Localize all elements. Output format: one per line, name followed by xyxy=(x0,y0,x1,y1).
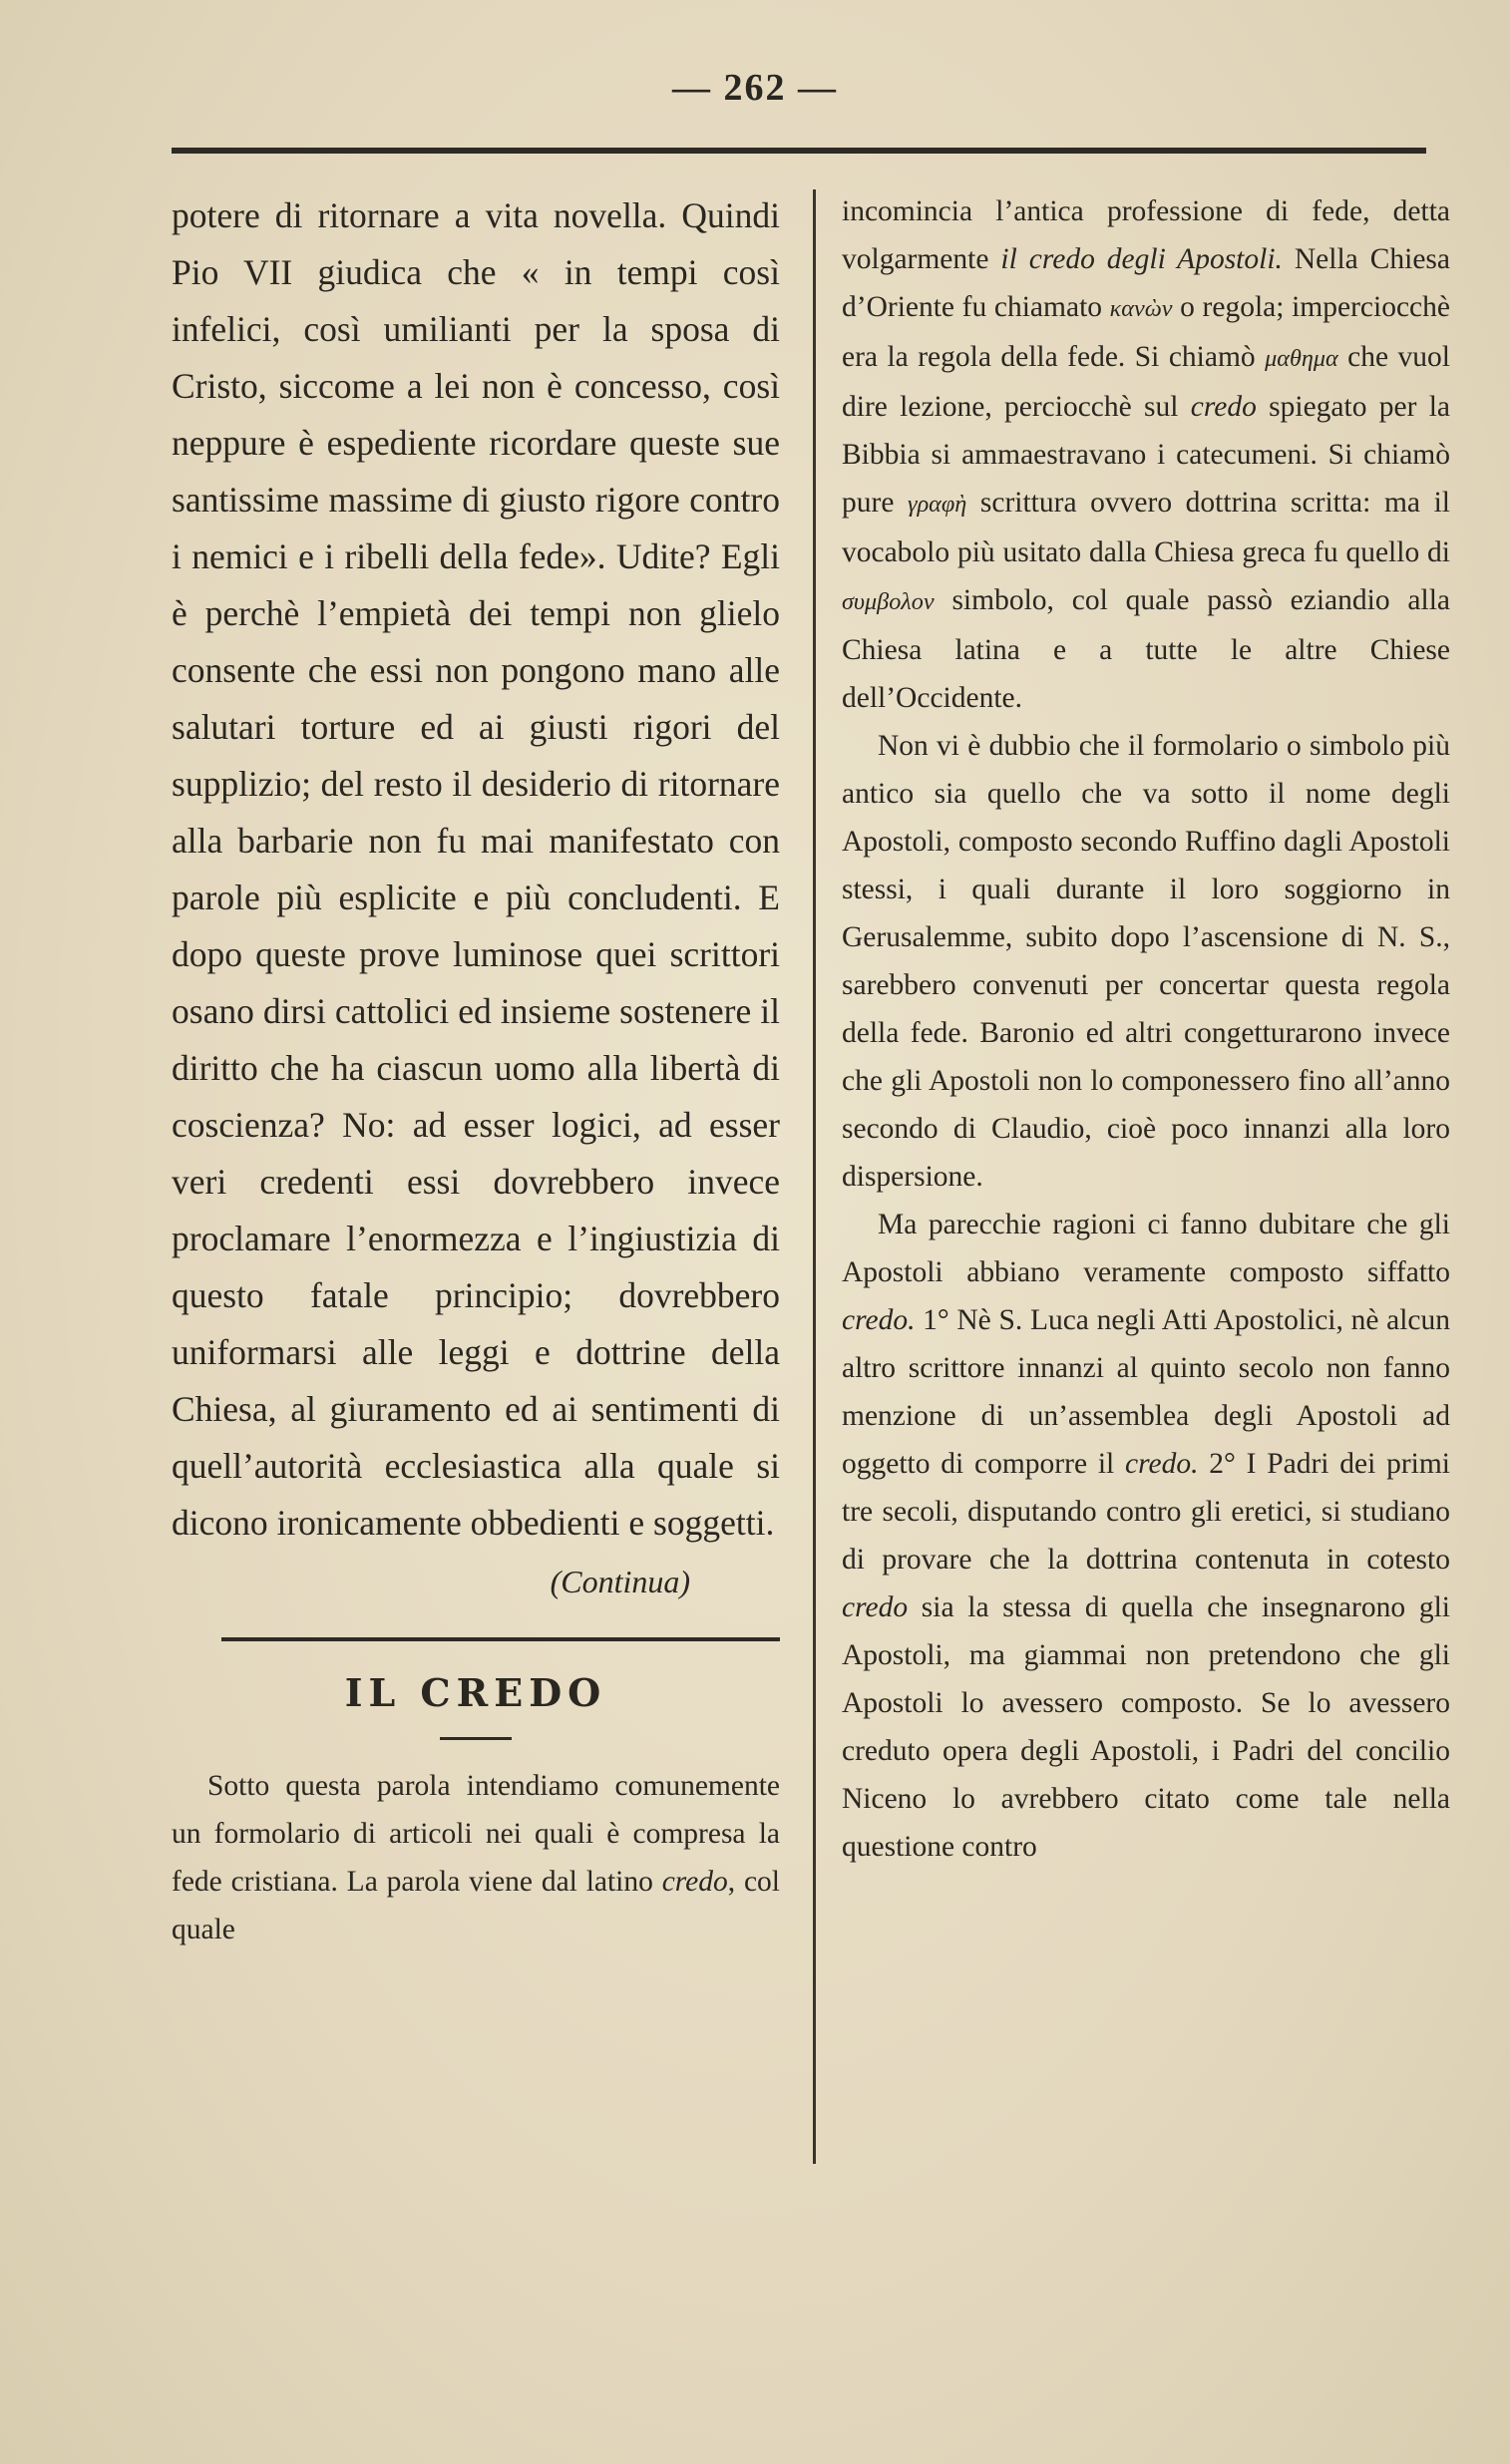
right-paragraph-3 xyxy=(842,1201,1450,1871)
continua-note: (Continua) xyxy=(550,1564,690,1599)
right-paragraph-1 xyxy=(842,187,1450,722)
p1-text-e: spiegato per la Bibbia si ammaestravano i catecumeni. Si chiamò pure xyxy=(842,391,1450,519)
intro-text-b: , col quale xyxy=(172,1866,780,1945)
left-column xyxy=(172,187,780,1953)
greek-mathema: μαθημα xyxy=(1265,345,1338,372)
p3-text-a: Ma parecchie ragioni ci fanno dubitare che gli Apostoli abbiano veramente composto siffatto xyxy=(842,1209,1450,1288)
section-separator-rule xyxy=(221,1637,780,1641)
p1-credo2-italic: credo xyxy=(1190,391,1257,423)
left-paragraph-1: potere di ritornare a vita novella. Quindi Pio VII giudica che « in tempi così infelici, così umilianti per la sposa di Cristo, siccome a lei non è concesso, così neppure è espediente ricordare queste sue santissime massime di giusto rigore contro i nemici e i ribelli della fede». Udite? Egli è perchè l’empietà dei tempi non glielo consente che essi non pongono mano alle salutari torture ed ai giusti rigori del supplizio; del resto il desiderio di ritornare alla barbarie non fu mai manifestato con parole più esplicite e più concludenti. E dopo queste prove luminose quei scrittori osano dirsi cattolici ed insieme sostenere il diritto che ha ciascun uomo alla libertà di coscienza? No: ad esser logici, ad esser veri credenti essi dovrebbero invece proclamare l’enormezza e l’ingiustizia di questo fatale principio; dovrebbero uniformarsi alle leggi e dottrine della Chiesa, al giuramento ed ai sentimenti di quell’autorità ecclesiastica alla quale si dicono ironicamente obbedienti e soggetti. xyxy=(172,195,780,1543)
right-column xyxy=(842,187,1450,1871)
p1-credo-italic: il credo degli Apostoli. xyxy=(1000,243,1283,275)
greek-kanon: κανὼν xyxy=(1109,295,1173,322)
page-number: — 262 — xyxy=(672,67,838,109)
title-underline-rule xyxy=(440,1737,512,1740)
p1-text-d: che vuol dire lezione, perciocchè sul xyxy=(842,341,1450,423)
intro-text-a: Sotto questa parola intendiamo comunemente un formolario di articoli nei quali è compresa la fede cristiana. La parola viene dal latino xyxy=(172,1770,780,1898)
header-double-rule xyxy=(172,148,1426,154)
p1-text-a: incomincia l’antica professione di fede, detta volgarmente xyxy=(842,195,1450,275)
p3-credo2-italic: credo. xyxy=(1125,1448,1199,1480)
p1-text-g: simbolo, col quale passò eziandio alla Chiesa latina e a tutte le altre Chiese dell’Occidente. xyxy=(842,584,1450,714)
column-divider xyxy=(813,189,816,2164)
intro-credo-italic: credo xyxy=(661,1866,728,1898)
greek-graphe: γραφὴ xyxy=(908,491,967,518)
p3-text-c: 2° I Padri dei primi tre secoli, disputando contro gli eretici, si studiano di provare che la dottrina contenuta in cotesto xyxy=(842,1448,1451,1576)
section-intro-paragraph xyxy=(172,1762,780,1953)
greek-symbolon: συμβολον xyxy=(842,588,935,615)
p1-text-c: o regola; imperciocchè era la regola della fede. Si chiamò xyxy=(842,291,1450,373)
section-title: IL CREDO xyxy=(344,1670,607,1715)
p3-text-d: sia la stessa di quella che insegnarono gli Apostoli, ma giammai non pretendono che gli Apostoli lo avessero composto. Se lo avessero creduto opera degli Apostoli, i Padri del concilio Niceno lo avrebbero citato come tale nella questione contro xyxy=(842,1591,1450,1863)
p3-text-b: 1° Nè S. Luca negli Atti Apostolici, nè alcun altro scrittore innanzi al quinto secolo non fanno menzione di un’assemblea degli Apostoli ad oggetto di comporre il xyxy=(842,1304,1450,1480)
p1-text-b: Nella Chiesa d’Oriente fu chiamato xyxy=(842,243,1450,323)
p3-credo-italic: credo. xyxy=(842,1304,916,1336)
p1-text-f: scrittura ovvero dottrina scritta: ma il vocabolo più usitato dalla Chiesa greca fu quello di xyxy=(842,487,1450,568)
right-paragraph-2: Non vi è dubbio che il formolario o simbolo più antico sia quello che va sotto il nome degli Apostoli, composto secondo Ruffino dagli Apostoli stessi, i quali durante il loro soggiorno in Gerusalemme, subito dopo l’ascensione di N. S., sarebbero convenuti per concertar questa regola della fede. Baronio ed altri congetturarono invece che gli Apostoli non lo componessero fino all’anno secondo di Claudio, cioè poco innanzi alla loro dispersione. xyxy=(842,730,1450,1193)
p3-credo3-italic: credo xyxy=(842,1591,909,1623)
